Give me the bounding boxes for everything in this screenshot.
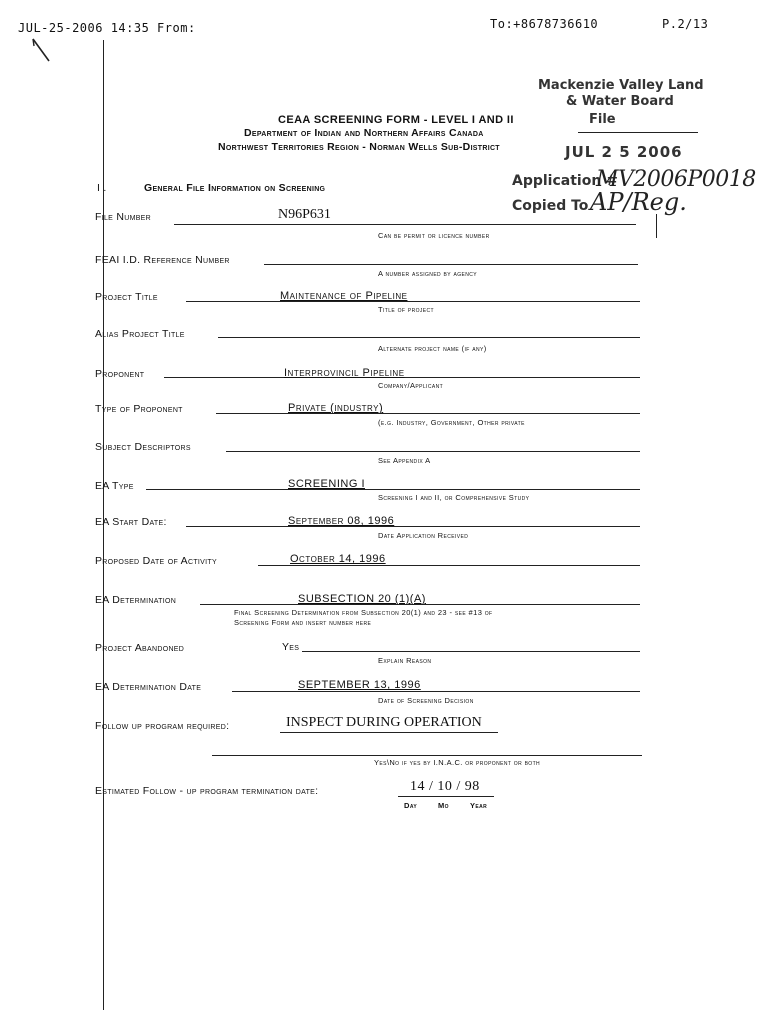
project-title-value: Maintenance of Pipeline	[280, 290, 408, 302]
ea-start-date-hint: Date Application Received	[378, 531, 469, 540]
proponent-hint: Company/Applicant	[378, 381, 444, 390]
file-number-rule	[174, 224, 636, 225]
stamp-org-line1: Mackenzie Valley Land	[538, 78, 704, 93]
follow-up-rule	[212, 755, 642, 756]
ea-determination-hint-1: Final Screening Determination from Subsection 20(1) and 23 - see #13 of	[234, 608, 493, 617]
form-region: Northwest Territories Region - Norman Wells Sub-District	[218, 141, 500, 153]
stamp-application-number: MV2006P0018	[596, 167, 756, 192]
project-abandoned-hint: Explain Reason	[378, 656, 432, 665]
stamp-tick	[656, 214, 657, 238]
file-number-hint: Can be permit or licence number	[378, 231, 490, 240]
feai-id-rule	[264, 264, 638, 265]
fax-page-number: P.2/13	[662, 17, 709, 31]
ea-determination-label: EA Determination	[95, 594, 177, 606]
ea-type-hint: Screening I and II, or Comprehensive Study	[378, 493, 530, 502]
stamp-rule	[578, 132, 698, 133]
ea-type-rule	[146, 489, 640, 490]
alias-title-rule	[218, 337, 640, 338]
proponent-value: Interprovincil Pipeline	[284, 367, 405, 379]
proposed-date-label: Proposed Date of Activity	[95, 555, 217, 567]
file-number-value: N96P631	[278, 207, 331, 222]
stamp-file-word: File	[589, 112, 616, 127]
subject-descriptors-label: Subject Descriptors	[95, 441, 191, 453]
alias-title-hint: Alternate project name (if any)	[378, 344, 487, 353]
termination-date-label: Estimated Follow - up program termination date:	[95, 785, 319, 797]
stamp-date: JUL 2 5 2006	[565, 143, 683, 161]
ea-start-date-value: September 08, 1996	[288, 515, 395, 527]
ea-start-date-rule	[186, 526, 640, 527]
ea-determination-value: SUBSECTION 20 (1)(A)	[298, 593, 426, 605]
project-title-hint: Title of project	[378, 305, 434, 314]
subject-descriptors-hint: See Appendix A	[378, 456, 431, 465]
termination-date-hint-year: Year	[470, 801, 488, 810]
alias-title-label: Alias Project Title	[95, 328, 185, 340]
stamp-copied-to-value: AP/Reg.	[590, 188, 687, 216]
follow-up-hint: Yes\No if yes by I.N.A.C. or proponent or both	[374, 758, 541, 767]
stamp-copied-to-label: Copied To	[512, 198, 589, 214]
type-of-proponent-rule	[216, 413, 640, 414]
type-of-proponent-hint: (e.g. Industry, Government, Other private	[378, 418, 525, 427]
form-department: Department of Indian and Northern Affairs Canada	[244, 127, 484, 139]
project-abandoned-value: Yes	[282, 641, 300, 653]
termination-date-hint-mo: Mo	[438, 801, 449, 810]
ea-determination-date-label: EA Determination Date	[95, 681, 202, 693]
termination-date-value: 14 / 10 / 98	[410, 779, 480, 794]
proponent-label: Proponent	[95, 368, 145, 380]
type-of-proponent-value: Private (industry)	[288, 402, 384, 414]
proposed-date-value: October 14, 1996	[290, 553, 386, 565]
ea-determination-date-rule	[232, 691, 640, 692]
ea-determination-date-hint: Date of Screening Decision	[378, 696, 474, 705]
stamp-application-label: Application #	[512, 173, 618, 189]
ea-determination-date-value: SEPTEMBER 13, 1996	[298, 679, 421, 691]
section-title: General File Information on Screening	[144, 182, 326, 194]
project-abandoned-rule	[302, 651, 640, 652]
feai-id-hint: A number assigned by agency	[378, 269, 478, 278]
ea-type-label: EA Type	[95, 480, 134, 492]
form-title: CEAA SCREENING FORM - LEVEL I AND II	[278, 114, 514, 126]
feai-id-label: FEAI I.D. Reference Number	[95, 254, 230, 266]
ea-type-value: SCREENING I	[288, 478, 366, 490]
termination-date-rule	[398, 796, 494, 797]
subject-descriptors-rule	[226, 451, 640, 452]
stamp-org-line2: & Water Board	[566, 94, 674, 109]
termination-date-hint-day: Day	[404, 801, 418, 810]
project-title-rule	[186, 301, 640, 302]
follow-up-value-underline	[280, 732, 498, 733]
type-of-proponent-label: Type of Proponent	[95, 403, 183, 415]
file-number-label: File Number	[95, 211, 151, 223]
project-title-label: Project Title	[95, 291, 158, 303]
follow-up-label: Follow up program required:	[95, 720, 230, 732]
ea-determination-hint-2: Screening Form and insert number here	[234, 618, 372, 627]
fax-datetime-from: JUL-25-2006 14:35 From:	[18, 21, 196, 35]
proposed-date-rule	[258, 565, 640, 566]
arrow-mark-icon	[30, 36, 52, 64]
follow-up-value: INSPECT DURING OPERATION	[286, 715, 482, 730]
fax-to-number: To:+8678736610	[490, 17, 599, 31]
ea-start-date-label: EA Start Date:	[95, 516, 167, 528]
section-number: I .	[97, 182, 107, 194]
project-abandoned-label: Project Abandoned	[95, 642, 185, 654]
